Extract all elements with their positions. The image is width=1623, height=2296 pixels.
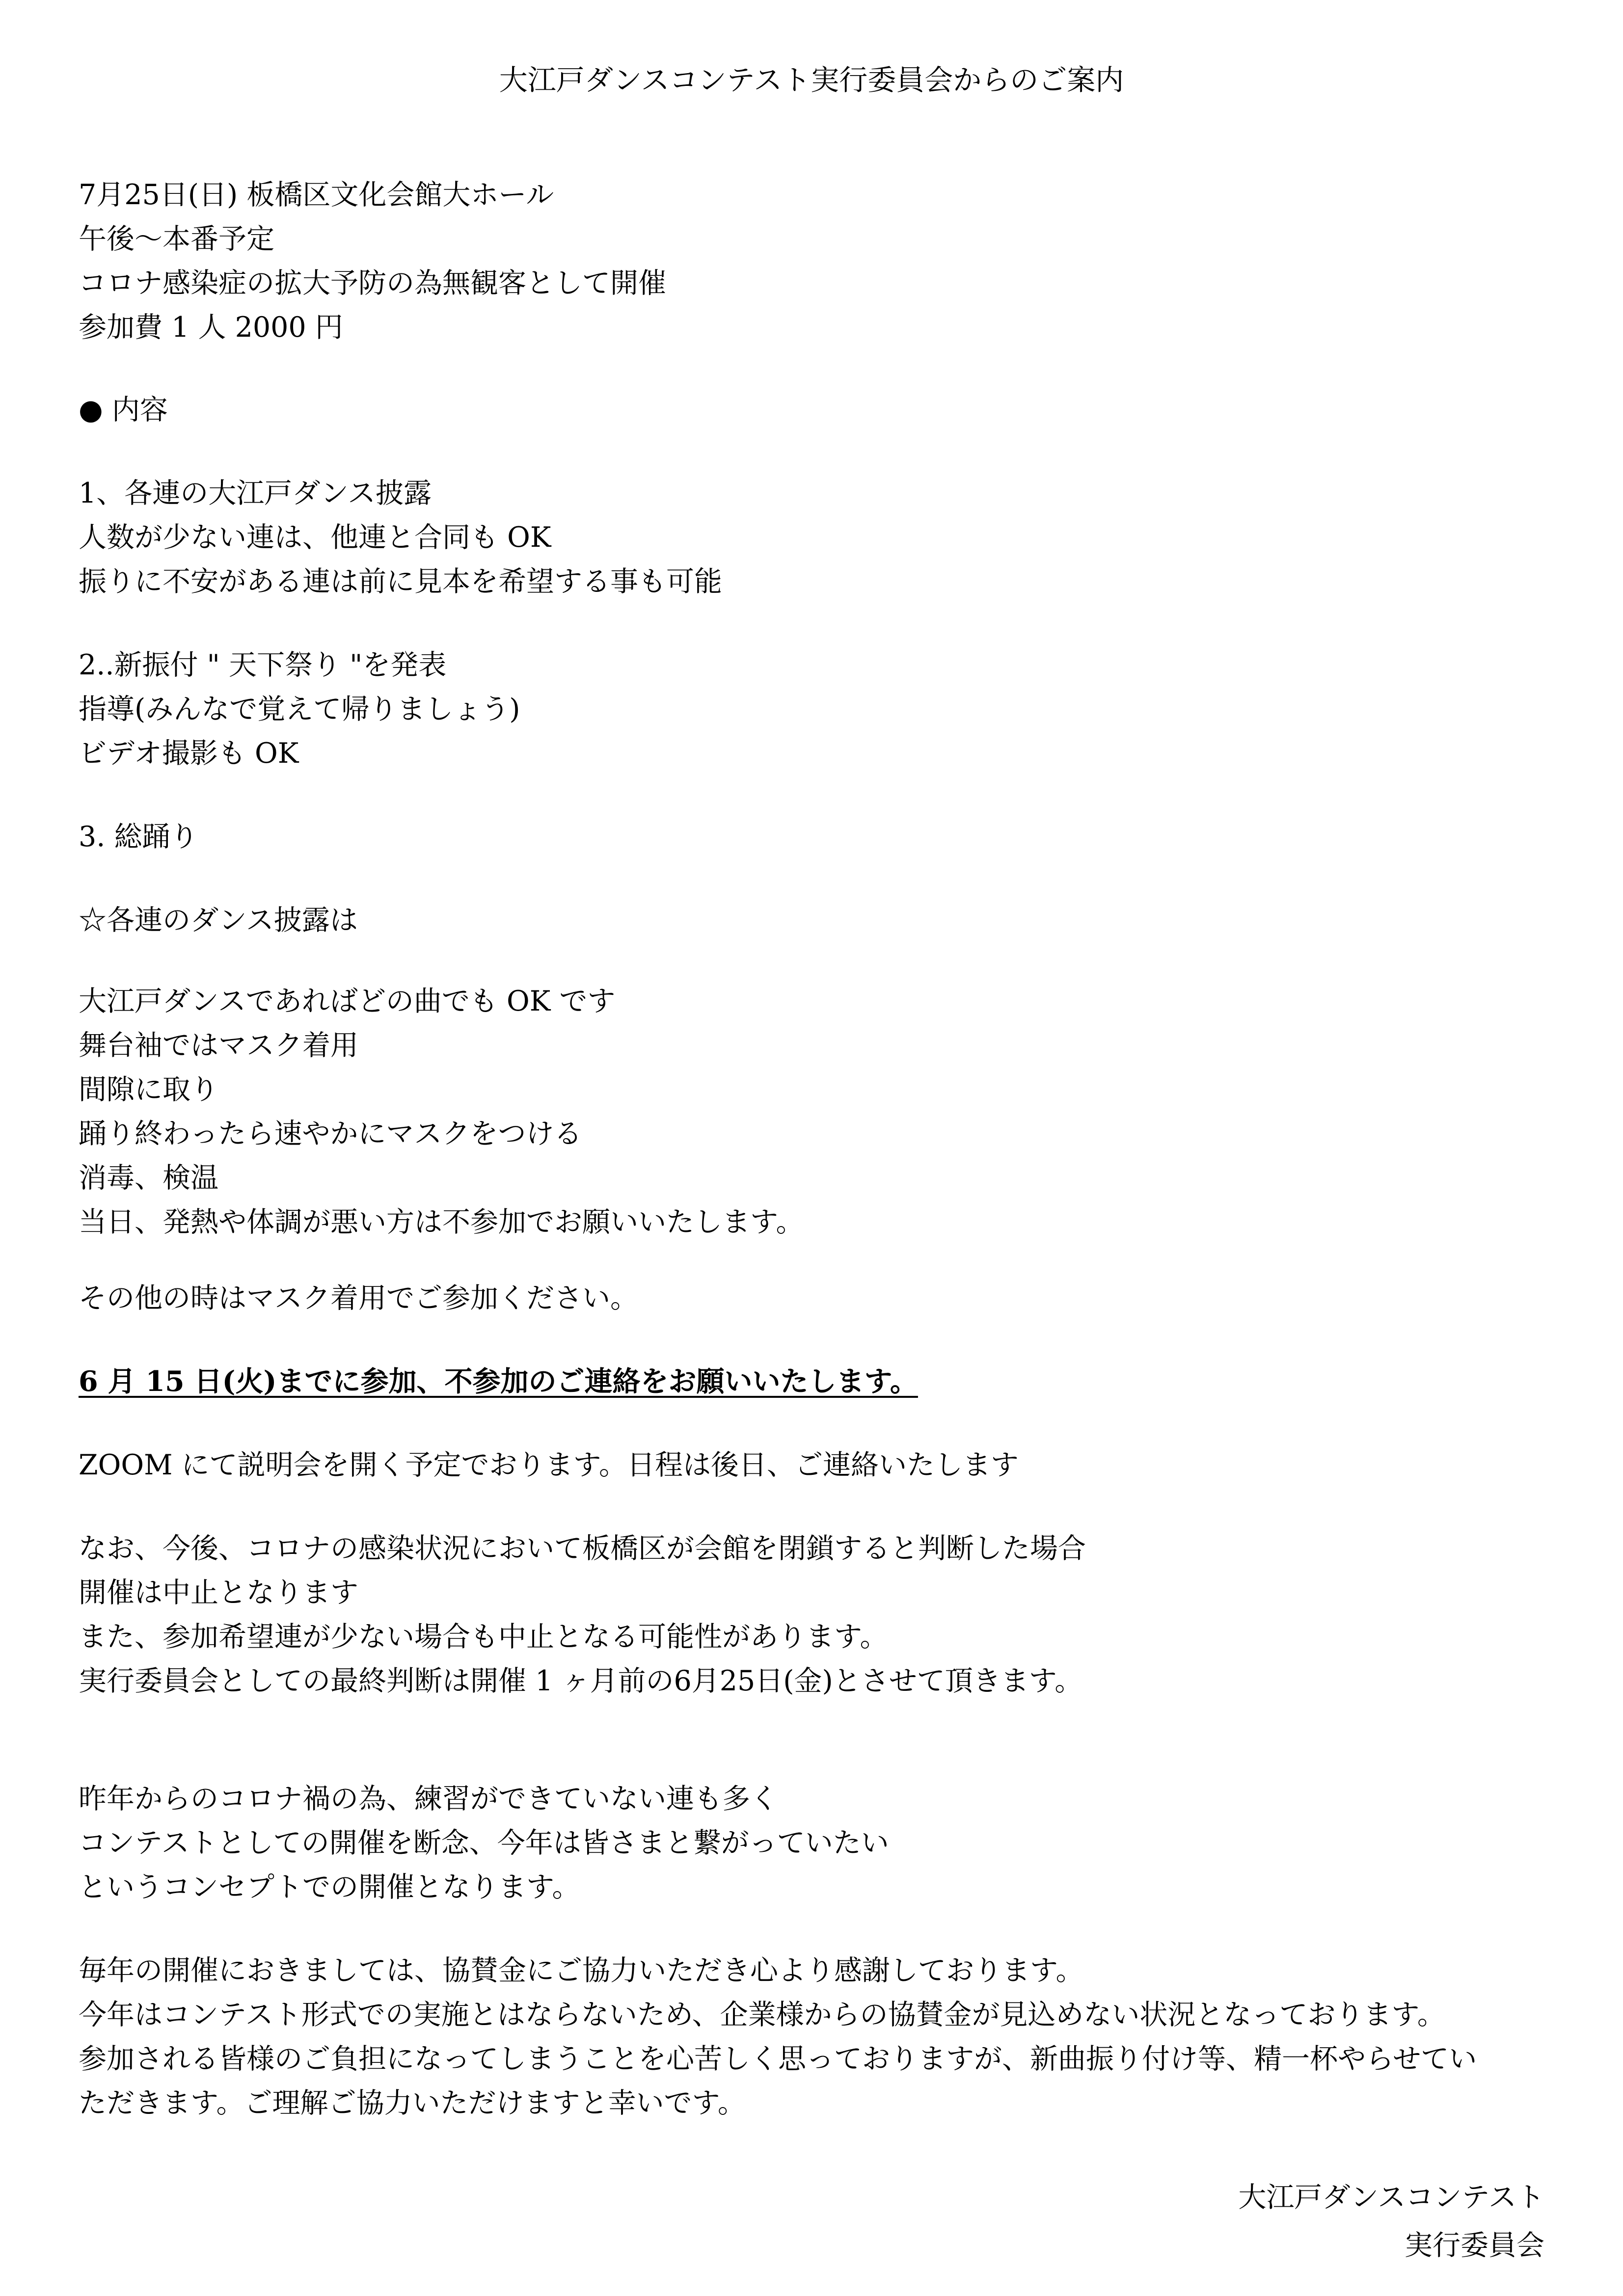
item-2-title: 2..新振付 " 天下祭り "を発表 bbox=[79, 649, 447, 681]
event-no-audience-note: コロナ感染症の拡大予防の為無観客として開催 bbox=[79, 267, 666, 299]
event-time: 午後～本番予定 bbox=[79, 223, 274, 255]
rules-list bbox=[79, 979, 1546, 1244]
rule-1: 大江戸ダンスであればどの曲でも OK です bbox=[79, 985, 616, 1017]
item-2-detail-1: 指導(みんなで覚えて帰りましょう) bbox=[79, 693, 520, 725]
sponsorship-line-1: 毎年の開催におきましては、協賛金にご協力いただき心より感謝しております。 bbox=[79, 1954, 1084, 1987]
item-2-detail-2: ビデオ撮影も OK bbox=[79, 737, 299, 770]
zoom-note bbox=[79, 1443, 1546, 1487]
sponsorship-paragraph bbox=[79, 1949, 1546, 2125]
item-3 bbox=[79, 815, 1546, 859]
concept-paragraph bbox=[79, 1777, 1546, 1909]
contents-heading-text: ● 内容 bbox=[79, 394, 168, 426]
cancellation-line-1: なお、今後、コロナの感染状況において板橋区が会館を閉鎖すると判断した場合 bbox=[79, 1532, 1086, 1565]
rule-2: 舞台袖ではマスク着用 bbox=[79, 1029, 358, 1062]
sponsorship-line-2: 今年はコンテスト形式での実施とはならないため、企業様からの協賛金が見込めない状況となっております。 bbox=[79, 1999, 1445, 2031]
item-1 bbox=[79, 471, 1546, 604]
concept-line-2: コンテストとしての開催を断念、今年は皆さまと繋がっていたい bbox=[79, 1827, 889, 1859]
event-date-venue: 7月25日(日) 板橋区文化会館大ホール bbox=[79, 179, 554, 211]
event-info bbox=[79, 173, 1546, 349]
deadline-text: 6 月 15 日(火)までに参加、不参加のご連絡をお願いいたします。 bbox=[79, 1365, 918, 1398]
concept-line-1: 昨年からのコロナ禍の為、練習ができていない連も多く bbox=[79, 1783, 778, 1815]
document-title: 大江戸ダンスコンテスト実行委員会からのご案内 bbox=[499, 63, 1124, 97]
cancellation-line-4: 実行委員会としての最終判断は開催 1 ヶ月前の6月25日(金)とさせて頂きます。 bbox=[79, 1665, 1083, 1697]
item-1-detail-2: 振りに不安がある連は前に見本を希望する事も可能 bbox=[79, 565, 722, 598]
zoom-note-text: ZOOM にて説明会を開く予定でおります。日程は後日、ご連絡いたします bbox=[79, 1449, 1019, 1481]
event-fee: 参加費 1 人 2000 円 bbox=[79, 311, 343, 344]
item-1-title: 1、各連の大江戸ダンス披露 bbox=[79, 477, 432, 509]
item-2 bbox=[79, 643, 1546, 775]
item-1-detail-1: 人数が少ない連は、他連と合同も OK bbox=[79, 521, 551, 554]
signature-organization: 大江戸ダンスコンテスト bbox=[1238, 2181, 1544, 2214]
signature-committee: 実行委員会 bbox=[1405, 2229, 1544, 2262]
note-heading bbox=[79, 898, 1546, 942]
contents-heading bbox=[79, 388, 1546, 432]
rule-5: 消毒、検温 bbox=[79, 1162, 218, 1194]
rule-3: 間隙に取り bbox=[79, 1073, 218, 1106]
cancellation-policy bbox=[79, 1526, 1546, 1703]
rule-4: 踊り終わったら速やかにマスクをつける bbox=[79, 1118, 582, 1150]
mask-note-text: その他の時はマスク着用でご参加ください。 bbox=[79, 1282, 638, 1314]
rule-6: 当日、発熱や体調が悪い方は不参加でお願いいたします。 bbox=[79, 1206, 804, 1238]
signature bbox=[1238, 2173, 1544, 2269]
concept-line-3: というコンセプトでの開催となります。 bbox=[79, 1871, 580, 1903]
cancellation-line-3: また、参加希望連が少ない場合も中止となる可能性があります。 bbox=[79, 1621, 888, 1653]
item-3-title: 3. 総踊り bbox=[79, 821, 198, 853]
note-heading-text: ☆各連のダンス披露は bbox=[79, 904, 358, 936]
sponsorship-line-4: ただきます。ご理解ご協力いただけますと幸いです。 bbox=[79, 2087, 746, 2119]
sponsorship-line-3: 参加される皆様のご負担になってしまうことを心苦しく思っておりますが、新曲振り付け等、精一杯やらせてい bbox=[79, 2043, 1477, 2075]
mask-note bbox=[79, 1276, 1546, 1320]
deadline-notice bbox=[79, 1360, 1546, 1404]
cancellation-line-2: 開催は中止となります bbox=[79, 1576, 358, 1609]
